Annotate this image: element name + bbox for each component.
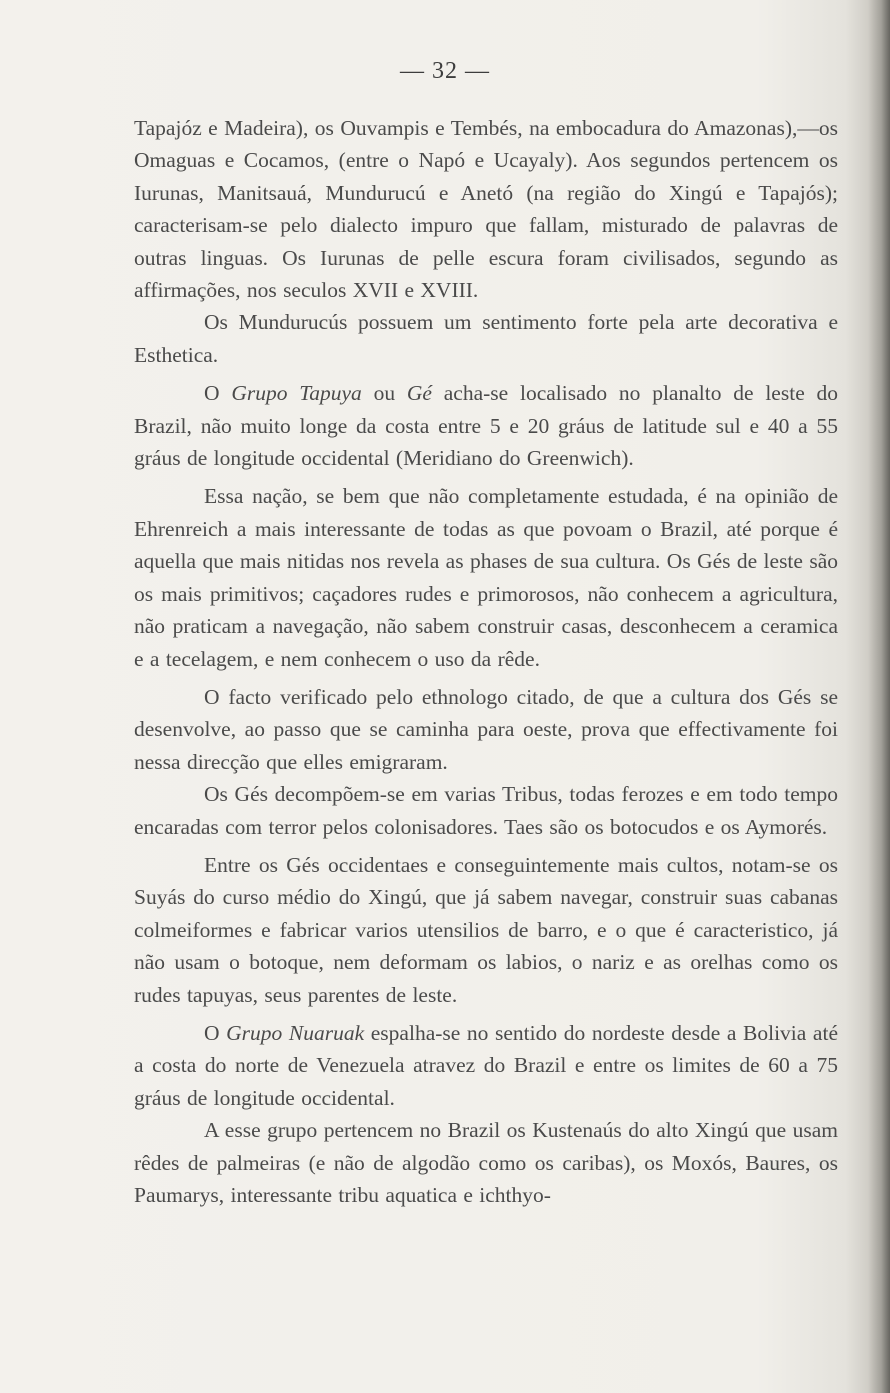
paragraph: Os Mundurucús possuem um sentimento forte pela arte decorativa e Esthetica. (134, 310, 838, 367)
paragraph-rest: acha-se localisado no planalto de leste do Brazil, não muito longe da costa entre 5 e 20 gráus de latitude sul e 40 a 55 gráus de longitude occidental (Meridiano do Greenwich). (134, 381, 839, 471)
body-text (134, 112, 838, 1211)
paragraph: Entre os Gés occidentaes e conseguintemente mais cultos, notam-se os Suyás do curso médio do Xingú, que já sabem navegar, construir suas cabanas colmeiformes e fabricar varios utensilios de barro, e o que é caracteristico, já não usam o botoque, nem deformam os labios, o nariz e as orelhas como os rudes tapuyas, seus parentes de leste. (134, 852, 838, 1007)
paragraph-rest: espalha-se no sentido do nordeste desde a Bolivia até a costa do norte de Venezuela atravez do Brazil e entre os limites de 60 a 75 gráus de longitude occidental. (134, 1020, 838, 1110)
paragraph: Os Gés decompõem-se em varias Tribus, todas ferozes e em todo tempo encaradas com terror pelos colonisadores. Taes são os botocudos e os Aymorés. (134, 782, 838, 839)
paragraph: Essa nação, se bem que não completamente estudada, é na opinião de Ehrenreich a mais interessante de todas as que povoam o Brazil, até porque é aquella que mais nitidas nos revela as phases de sua cultura. Os Gés de leste são os mais primitivos; caçadores rudes e primorosos, não conhecem a agricultura, não praticam a navegação, não sabem construir casas, desconhecem a ceramica e a tecelagem, e nem conhecem o uso da rêde. (134, 484, 838, 671)
paragraph: A esse grupo pertencem no Brazil os Kustenaús do alto Xingú que usam rêdes de palmeiras (e não de algodão como os caribas), os Moxós, Baures, os Paumarys, interessante tribu aquatica e ichthyo- (134, 1118, 838, 1207)
paragraph: O facto verificado pelo ethnologo citado, de que a cultura dos Gés se desenvolve, ao passo que se caminha para oeste, prova que effectivamente foi nessa direcção que elles emigraram. (134, 684, 838, 774)
paragraph-lead: O (204, 1020, 227, 1045)
paragraph: Tapajóz e Madeira), os Ouvampis e Tembés, na embocadura do Amazonas),—os Omaguas e Cocamos, (entre o Napó e Ucayaly). Aos segundos pertencem os Iurunas, Manitsauá, Mundurucú e Anetó (na região do Xingú e Tapajós); caracterisam-se pelo dialecto impuro que fallam, misturado de palavras de outras linguas. Os Iurunas de pelle escura foram civilisados, segundo as affirmações, nos seculos XVII e XVIII. (134, 116, 838, 303)
page-number: — 32 — (400, 58, 490, 84)
paragraph (134, 377, 838, 474)
group-name: Gé (406, 381, 432, 406)
paragraph (134, 1017, 838, 1114)
group-name: Grupo Nuaruak (226, 1020, 365, 1045)
group-name: Grupo Tapuya (231, 381, 362, 406)
page-edge-shadow (868, 0, 890, 1393)
paragraph-mid: ou (361, 381, 407, 406)
paragraph-lead: O (204, 381, 232, 406)
